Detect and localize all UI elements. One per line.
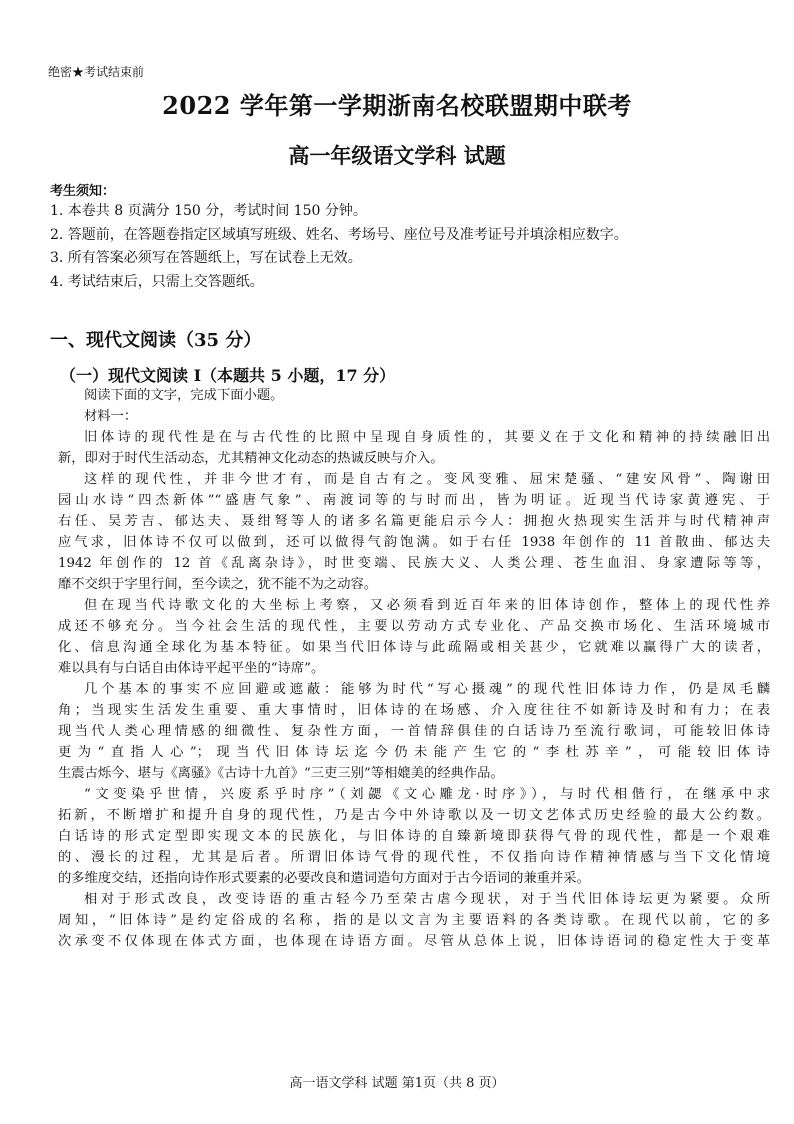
- passage-line: 化、信息沟通全球化为基本特征。如果当代旧体诗与此疏隔或相关甚少，它就难以赢得广大的读者，: [58, 640, 770, 655]
- passage-line: 现当代人类心理情感的细微性、复杂性方面，一首情辞俱佳的白话诗乃至流行歌词，可能较旧体诗: [58, 724, 770, 739]
- passage: [58, 385, 770, 952]
- notice-heading: 考生须知：: [50, 184, 116, 199]
- passage-line: 1942 年创作的 12 首《乱离杂诗》，时世变端、民族大义、人类公理、苍生血泪、身家遭际等等，: [58, 556, 770, 571]
- passage-line: “文变染乎世情，兴废系乎时序”（刘勰《文心雕龙·时序》），与时代相偕行，在继承中求: [84, 787, 770, 802]
- passage-line: 园山水诗“四杰新体”“盛唐气象”、南渡词等的与时而出，皆为明证。近现当代诗家黄遵宪、于: [58, 493, 770, 508]
- passage-line: 的、漫长的过程，尤其是后者。所谓旧体诗气骨的现代性，不仅指向诗作精神情感与当下文化情境: [58, 850, 770, 865]
- passage-line: 但在现当代诗歌文化的大坐标上考察，又必须看到近百年来的旧体诗创作，整体上的现代性养: [84, 598, 770, 613]
- passage-line: 难以具有与白话自由体诗平起平坐的“诗席”。: [58, 661, 325, 676]
- passage-line: 生震古烁今、堪与《离骚》《古诗十九首》“三吏三别”等相媲美的经典作品。: [58, 766, 504, 781]
- notice-item: 2. 答题前，在答题卷指定区域填写班级、姓名、考场号、座位号及准考证号并填涂相应数字。: [50, 226, 628, 243]
- passage-line: 拓新，不断增扩和提升自身的现代性，乃是古今中外诗歌以及一切文艺体式历史经验的最大公约数。: [58, 808, 770, 823]
- section-title: 一、现代文阅读（35 分）: [50, 330, 262, 351]
- confidential-mark: 绝密★考试结束前: [48, 65, 145, 79]
- passage-line: 靡不交织于字里行间，至今读之，犹不能不为之动容。: [58, 577, 378, 592]
- passage-line: 旧体诗的现代性是在与古代性的比照中呈现自身质性的，其要义在于文化和精神的持续融旧出: [84, 430, 770, 445]
- notice-list: [50, 200, 770, 294]
- passage-line: 次承变不仅体现在体式方面，也体现在诗语方面。尽管从总体上说，旧体诗语词的稳定性大于变革: [58, 934, 770, 949]
- passage-line: 相对于形式改良，改变诗语的重古轻今乃至荣古虐今现状，对于当代旧体诗坛更为紧要。众所: [84, 892, 770, 907]
- exam-title: 2022 学年第一学期浙南名校联盟期中联考: [162, 91, 632, 120]
- notice-item: 3. 所有答案必须写在答题纸上，写在试卷上无效。: [50, 250, 362, 266]
- notice-item: 1. 本卷共 8 页满分 150 分，考试时间 150 分钟。: [50, 203, 367, 219]
- exam-subtitle: 高一年级语文学科 试题: [288, 143, 506, 168]
- passage-line: 材料一：: [84, 409, 138, 424]
- passage-line: 角；当现实生活发生重要、重大事情时，旧体诗的在场感、介入度往往不如新诗及时和有力；在表: [58, 703, 770, 718]
- passage-line: 应气求，旧体诗不仅可以做到，还可以做得气韵饱满。如于右任 1938 年创作的 11 首散曲、郁达夫: [58, 535, 770, 550]
- passage-line: 几个基本的事实不应回避或遮蔽：能够为时代“写心摄魂”的现代性旧体诗力作，仍是凤毛麟: [84, 682, 770, 697]
- passage-line: 更为“直指人心”；现当代旧体诗坛迄今仍未能产生它的“李杜苏辛”，可能较旧体诗: [58, 745, 770, 760]
- passage-line: 的多维度交结，还指向诗作形式要素的必要改良和遣词造句方面对于古今语词的兼重并采。: [58, 871, 590, 886]
- passage-line: 这样的现代性，并非今世才有，而是自古有之。变风变雅、屈宋楚骚、“建安风骨”、陶谢田: [84, 472, 770, 487]
- passage-line: 右任、吴芳吉、郁达夫、聂绀弩等人的诸多名篇更能启示今人：拥抱火热现实生活并与时代精神声: [58, 514, 770, 529]
- page-footer: 高一语文学科 试题 第1页（共 8 页）: [289, 1076, 505, 1091]
- passage-line: 阅读下面的文字，完成下面小题。: [84, 388, 284, 403]
- passage-line: 周知，“旧体诗”是约定俗成的名称，指的是以文言为主要语料的各类诗歌。在现代以前，它的多: [58, 913, 770, 928]
- passage-line: 白话诗的形式定型即实现文本的民族化，与旧体诗的自臻新境即获得气骨的现代性，都是一个艰难: [58, 829, 770, 844]
- passage-line: 新，即对于时代生活动态，尤其精神文化动态的热诚反映与介入。: [58, 451, 444, 466]
- passage-line: 成还不够充分。当今社会生活的现代性，主要以劳动方式专业化、产品交换市场化、生活环境城市: [58, 619, 770, 634]
- subsection-title: （一）现代文阅读 I（本题共 5 小题，17 分）: [60, 366, 396, 385]
- notice-item: 4. 考试结束后，只需上交答题纸。: [50, 273, 264, 290]
